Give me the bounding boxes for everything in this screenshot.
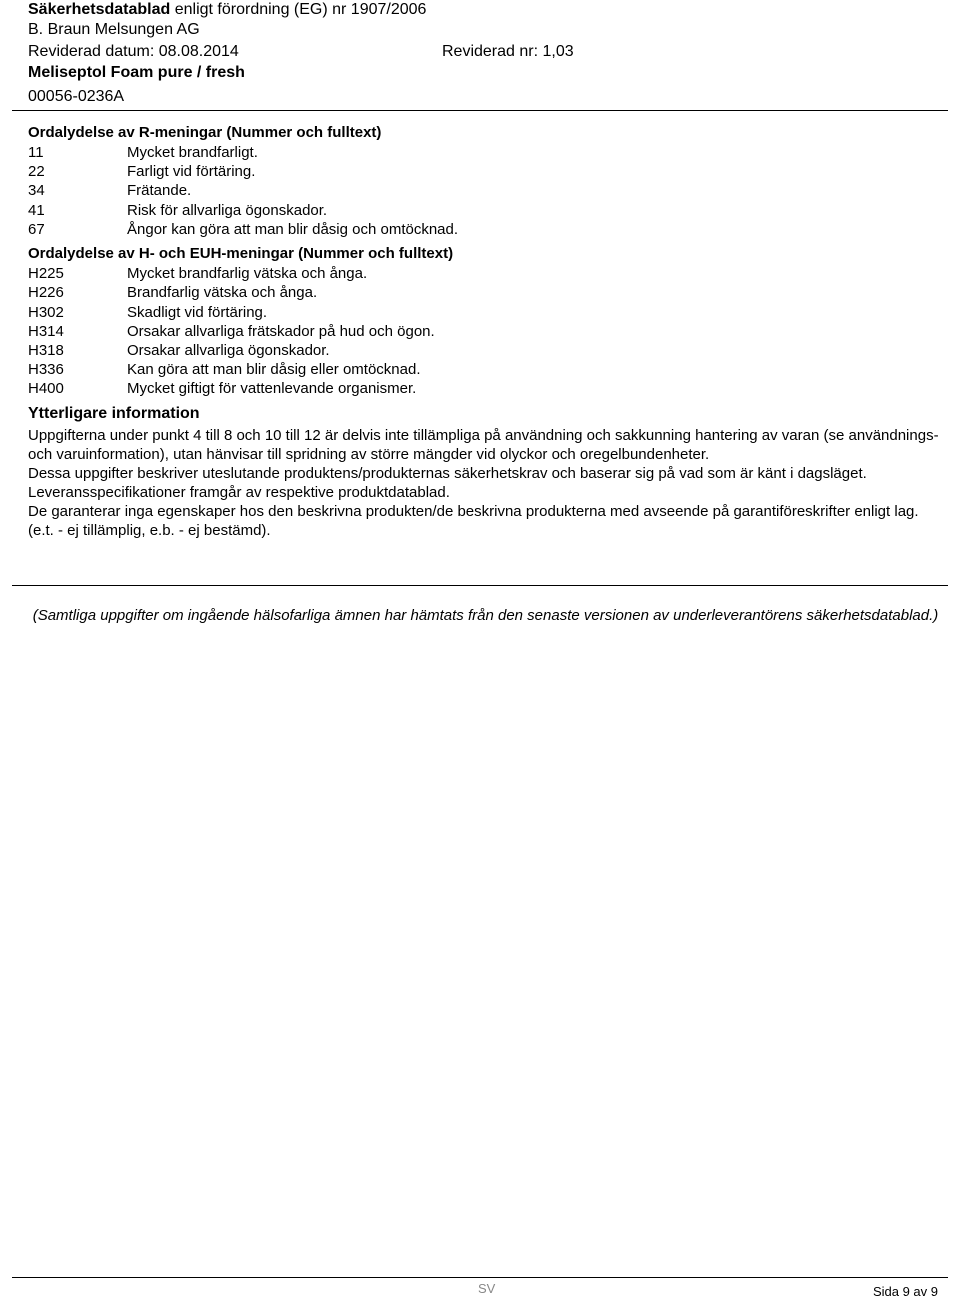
phrase-code: H400	[28, 380, 64, 397]
page-number: Sida 9 av 9	[872, 1284, 938, 1299]
product-code: 00056-0236A	[28, 88, 125, 105]
phrase-code: H318	[28, 342, 64, 359]
r-phrase-row	[28, 202, 327, 220]
further-info-paragraph: (e.t. - ej tillämplig, e.b. - ej bestämd).	[28, 522, 271, 539]
phrase-text: Brandfarlig vätska och ånga.	[127, 284, 318, 301]
revised-date: Reviderad datum: 08.08.2014	[28, 43, 239, 60]
phrase-text: Orsakar allvarliga frätskador på hud och ögon.	[127, 323, 435, 340]
document-title-bold: Säkerhetsdatablad	[28, 1, 171, 18]
phrase-code: 11	[28, 144, 44, 161]
r-phrase-row	[28, 221, 458, 239]
phrase-code: H314	[28, 323, 64, 340]
phrase-code: H225	[28, 265, 64, 282]
r-phrase-row	[28, 144, 258, 162]
further-info-paragraph: Leveransspecifikationer framgår av respektive produktdatablad.	[28, 484, 450, 501]
further-info-heading: Ytterligare information	[28, 405, 200, 422]
h-phrases-heading: Ordalydelse av H- och EUH-meningar (Nummer och fulltext)	[28, 245, 454, 262]
footer-divider	[12, 1277, 948, 1278]
h-phrase-row	[28, 323, 435, 341]
further-info-paragraph: Uppgifterna under punkt 4 till 8 och 10 till 12 är delvis inte tillämpliga på användning och sakkunning hantering av varan (se användnings- och varuinformation), utan hänvisar till spridning av större mängder vid olyckor och oregelbundenheter.	[28, 427, 939, 463]
further-info-paragraph: De garanterar inga egenskaper hos den beskrivna produkten/de beskrivna produkterna med avseende på garantiföreskrifter enligt lag.	[28, 503, 919, 520]
supplier-footnote: (Samtliga uppgifter om ingående hälsofarliga ämnen har hämtats från den senaste versionen av underleverantörens säkerhetsdatablad.)	[32, 607, 939, 624]
phrase-code: 67	[28, 221, 45, 238]
phrase-text: Orsakar allvarliga ögonskador.	[127, 342, 330, 359]
phrase-text: Risk för allvarliga ögonskador.	[127, 202, 328, 219]
r-phrase-row	[28, 163, 255, 181]
document-title	[28, 0, 426, 19]
phrase-text: Mycket brandfarligt.	[127, 144, 258, 161]
h-phrase-row	[28, 342, 330, 360]
section-divider	[12, 585, 948, 586]
phrase-text: Ångor kan göra att man blir dåsig och omtöcknad.	[127, 221, 459, 238]
h-phrase-row	[28, 304, 267, 322]
phrase-text: Kan göra att man blir dåsig eller omtöcknad.	[127, 361, 421, 378]
r-phrase-row	[28, 182, 191, 200]
product-name: Meliseptol Foam pure / fresh	[28, 64, 245, 81]
further-info-paragraph: Dessa uppgifter beskriver uteslutande produktens/produkternas säkerhetskrav och baserar sig på vad som är känt i dagsläget.	[28, 465, 867, 482]
phrase-text: Skadligt vid förtäring.	[127, 304, 268, 321]
phrase-text: Frätande.	[127, 182, 192, 199]
phrase-code: 22	[28, 163, 45, 180]
header-divider	[12, 110, 948, 111]
phrase-code: 41	[28, 202, 45, 219]
language-code: SV	[478, 1281, 496, 1296]
h-phrase-row	[28, 284, 317, 302]
phrase-text: Mycket brandfarlig vätska och ånga.	[127, 265, 368, 282]
phrase-code: H302	[28, 304, 64, 321]
company-name: B. Braun Melsungen AG	[28, 21, 200, 38]
phrase-code: 34	[28, 182, 45, 199]
h-phrase-row	[28, 361, 421, 379]
h-phrase-row	[28, 265, 367, 283]
h-phrase-row	[28, 380, 416, 398]
phrase-code: H226	[28, 284, 64, 301]
phrase-text: Farligt vid förtäring.	[127, 163, 256, 180]
phrase-text: Mycket giftigt för vattenlevande organismer.	[127, 380, 417, 397]
r-phrases-heading: Ordalydelse av R-meningar (Nummer och fulltext)	[28, 124, 382, 141]
further-info-body	[28, 426, 943, 540]
document-title-regulation: enligt förordning (EG) nr 1907/2006	[170, 1, 427, 18]
revision-number: Reviderad nr: 1,03	[442, 43, 574, 60]
phrase-code: H336	[28, 361, 64, 378]
